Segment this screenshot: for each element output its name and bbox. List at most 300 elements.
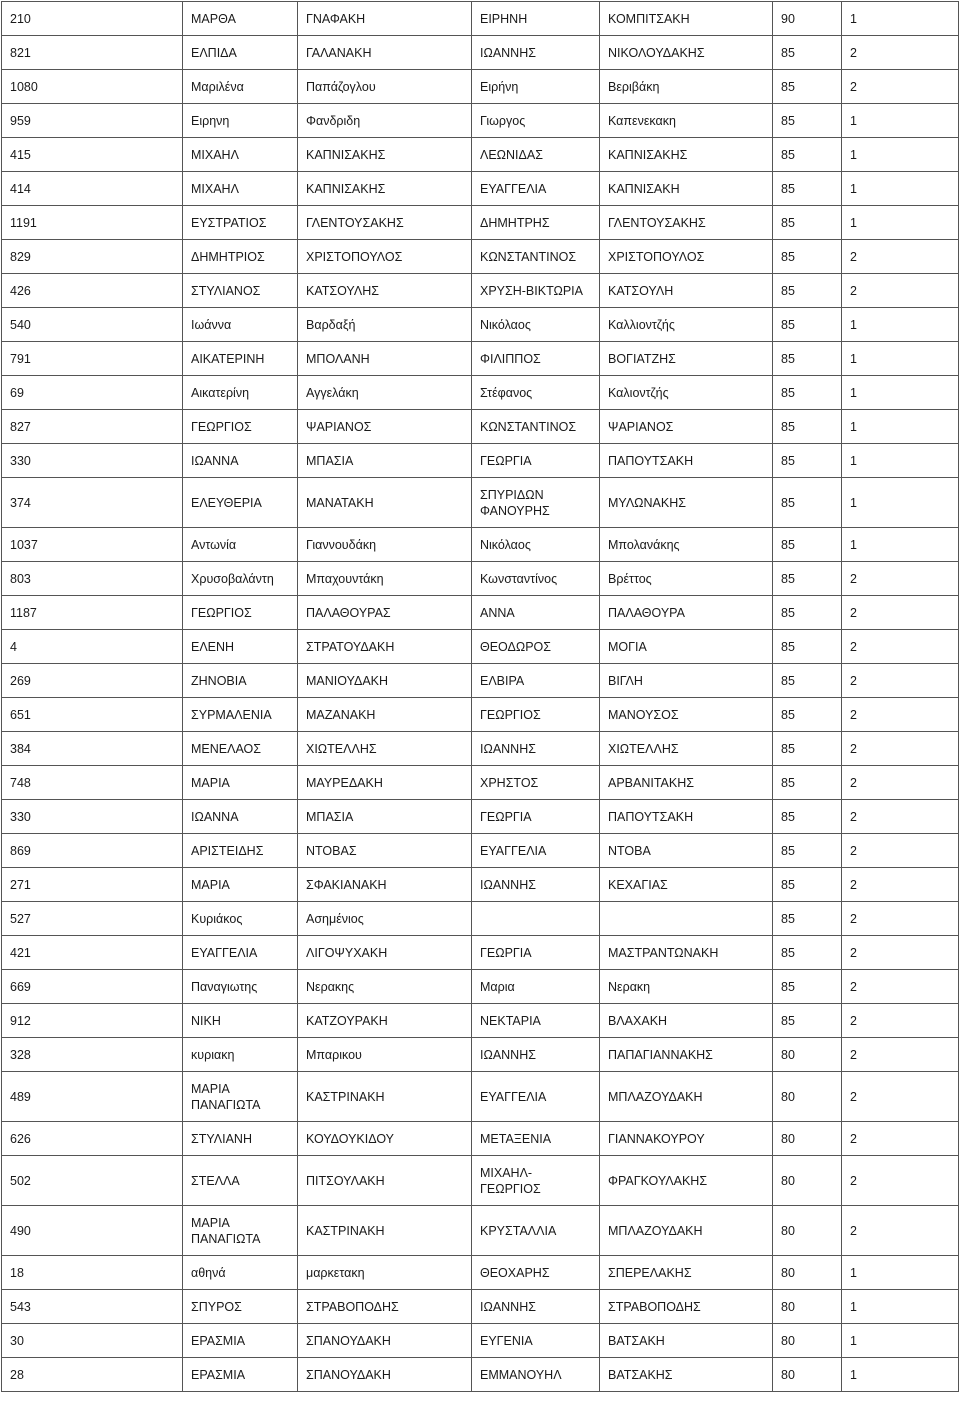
score-cell: 80 xyxy=(773,1038,842,1072)
category-cell: 2 xyxy=(842,240,959,274)
first-name-cell: Χρυσοβαλάντη xyxy=(183,562,298,596)
relative-first-name-cell: ΕΥΑΓΓΕΛΙΑ xyxy=(472,1072,600,1122)
first-name-cell: Αντωνία xyxy=(183,528,298,562)
relative-first-name-cell: ΜΙΧΑΗΛ- ΓΕΩΡΓΙΟΣ xyxy=(472,1156,600,1206)
category-cell: 1 xyxy=(842,138,959,172)
relative-first-name-cell: ΕΛΒΙΡΑ xyxy=(472,664,600,698)
table-row xyxy=(2,528,959,562)
id-cell: 502 xyxy=(2,1156,183,1206)
table-row xyxy=(2,732,959,766)
relative-first-name-cell: ΔΗΜΗΤΡΗΣ xyxy=(472,206,600,240)
category-cell: 2 xyxy=(842,834,959,868)
id-cell: 18 xyxy=(2,1256,183,1290)
relative-last-name-cell: ΦΡΑΓΚΟΥΛΑΚΗΣ xyxy=(600,1156,773,1206)
table-row xyxy=(2,1072,959,1122)
relative-last-name-cell: ΚΑΠΝΙΣΑΚΗ xyxy=(600,172,773,206)
first-name-cell: Κυριάκος xyxy=(183,902,298,936)
relative-first-name-cell: ΙΩΑΝΝΗΣ xyxy=(472,1038,600,1072)
table-row xyxy=(2,2,959,36)
table-row xyxy=(2,1004,959,1038)
category-cell: 2 xyxy=(842,868,959,902)
relative-last-name-cell: ΒΙΓΛΗ xyxy=(600,664,773,698)
score-cell: 85 xyxy=(773,308,842,342)
id-cell: 1191 xyxy=(2,206,183,240)
table-row xyxy=(2,206,959,240)
first-name-cell: Παναγιωτης xyxy=(183,970,298,1004)
score-cell: 85 xyxy=(773,36,842,70)
category-cell: 1 xyxy=(842,376,959,410)
score-cell: 85 xyxy=(773,732,842,766)
relative-last-name-cell: ΜΠΛΑΖΟΥΔΑΚΗ xyxy=(600,1072,773,1122)
first-name-cell: ΣΤΥΛΙΑΝΗ xyxy=(183,1122,298,1156)
id-cell: 959 xyxy=(2,104,183,138)
relative-first-name-cell: Στέφανος xyxy=(472,376,600,410)
score-cell: 85 xyxy=(773,902,842,936)
category-cell: 1 xyxy=(842,342,959,376)
score-cell: 85 xyxy=(773,1004,842,1038)
first-name-cell: ΣΤΕΛΛΑ xyxy=(183,1156,298,1206)
relative-last-name-cell: ΜΑΝΟΥΣΟΣ xyxy=(600,698,773,732)
score-cell: 85 xyxy=(773,596,842,630)
first-name-cell: ΑΙΚΑΤΕΡΙΝΗ xyxy=(183,342,298,376)
score-cell: 85 xyxy=(773,478,842,528)
relative-last-name-cell: ΧΙΩΤΕΛΛΗΣ xyxy=(600,732,773,766)
last-name-cell: Βαρδαξή xyxy=(298,308,472,342)
category-cell: 1 xyxy=(842,1290,959,1324)
relative-first-name-cell: Μαρια xyxy=(472,970,600,1004)
score-cell: 85 xyxy=(773,936,842,970)
score-cell: 80 xyxy=(773,1122,842,1156)
category-cell: 1 xyxy=(842,1324,959,1358)
relative-first-name-cell: ΝΕΚΤΑΡΙΑ xyxy=(472,1004,600,1038)
relative-last-name-cell: ΒΛΑΧΑΚΗ xyxy=(600,1004,773,1038)
relative-last-name-cell: ΚΕΧΑΓΙΑΣ xyxy=(600,868,773,902)
last-name-cell: ΜΠΑΣΙΑ xyxy=(298,800,472,834)
relative-last-name-cell: ΠΑΠΟΥΤΣΑΚΗ xyxy=(600,800,773,834)
id-cell: 30 xyxy=(2,1324,183,1358)
last-name-cell: ΨΑΡΙΑΝΟΣ xyxy=(298,410,472,444)
table-row xyxy=(2,410,959,444)
first-name-cell: ΜΑΡΙΑ xyxy=(183,868,298,902)
table-row xyxy=(2,664,959,698)
table-row xyxy=(2,630,959,664)
relative-first-name-cell: ΚΩΝΣΤΑΝΤΙΝΟΣ xyxy=(472,410,600,444)
id-cell: 827 xyxy=(2,410,183,444)
table-row xyxy=(2,800,959,834)
category-cell: 2 xyxy=(842,664,959,698)
first-name-cell: ΕΛΕΥΘΕΡΙΑ xyxy=(183,478,298,528)
id-cell: 527 xyxy=(2,902,183,936)
table-row xyxy=(2,834,959,868)
score-cell: 85 xyxy=(773,240,842,274)
relative-first-name-cell: ΣΠΥΡΙΔΩΝ ΦΑΝΟΥΡΗΣ xyxy=(472,478,600,528)
score-cell: 85 xyxy=(773,630,842,664)
first-name-cell: ΓΕΩΡΓΙΟΣ xyxy=(183,410,298,444)
id-cell: 869 xyxy=(2,834,183,868)
id-cell: 415 xyxy=(2,138,183,172)
relative-first-name-cell: Γιωργος xyxy=(472,104,600,138)
id-cell: 821 xyxy=(2,36,183,70)
category-cell: 2 xyxy=(842,936,959,970)
relative-first-name-cell: ΦΙΛΙΠΠΟΣ xyxy=(472,342,600,376)
relative-first-name-cell: ΑΝΝΑ xyxy=(472,596,600,630)
category-cell: 1 xyxy=(842,206,959,240)
id-cell: 384 xyxy=(2,732,183,766)
id-cell: 28 xyxy=(2,1358,183,1392)
category-cell: 2 xyxy=(842,1004,959,1038)
relative-last-name-cell: Νερακη xyxy=(600,970,773,1004)
category-cell: 2 xyxy=(842,732,959,766)
relative-first-name-cell: ΕΥΑΓΓΕΛΙΑ xyxy=(472,834,600,868)
first-name-cell: Ειρηνη xyxy=(183,104,298,138)
relative-last-name-cell: Καλλιοντζής xyxy=(600,308,773,342)
relative-first-name-cell: ΘΕΟΧΑΡΗΣ xyxy=(472,1256,600,1290)
table-row xyxy=(2,308,959,342)
category-cell: 2 xyxy=(842,1038,959,1072)
score-cell: 85 xyxy=(773,410,842,444)
category-cell: 1 xyxy=(842,104,959,138)
score-cell: 85 xyxy=(773,698,842,732)
id-cell: 330 xyxy=(2,800,183,834)
table-row xyxy=(2,70,959,104)
id-cell: 626 xyxy=(2,1122,183,1156)
relative-first-name-cell: ΧΡΥΣΗ-ΒΙΚΤΩΡΙΑ xyxy=(472,274,600,308)
relative-last-name-cell: ΓΛΕΝΤΟΥΣΑΚΗΣ xyxy=(600,206,773,240)
table-row xyxy=(2,1358,959,1392)
category-cell: 2 xyxy=(842,766,959,800)
relative-first-name-cell: Νικόλαος xyxy=(472,308,600,342)
first-name-cell: ΣΥΡΜΑΛΕΝΙΑ xyxy=(183,698,298,732)
relative-first-name-cell: ΙΩΑΝΝΗΣ xyxy=(472,1290,600,1324)
category-cell: 1 xyxy=(842,410,959,444)
id-cell: 271 xyxy=(2,868,183,902)
relative-last-name-cell: ΜΠΛΑΖΟΥΔΑΚΗ xyxy=(600,1206,773,1256)
id-cell: 414 xyxy=(2,172,183,206)
relative-first-name-cell: ΙΩΑΝΝΗΣ xyxy=(472,36,600,70)
score-cell: 85 xyxy=(773,342,842,376)
last-name-cell: μαρκετακη xyxy=(298,1256,472,1290)
relative-last-name-cell: Καπενεκακη xyxy=(600,104,773,138)
score-cell: 85 xyxy=(773,834,842,868)
first-name-cell: Μαριλένα xyxy=(183,70,298,104)
first-name-cell: ΜΑΡΙΑ ΠΑΝΑΓΙΩΤΑ xyxy=(183,1206,298,1256)
last-name-cell: ΚΑΠΝΙΣΑΚΗΣ xyxy=(298,138,472,172)
last-name-cell: ΓΑΛΑΝΑΚΗ xyxy=(298,36,472,70)
first-name-cell: ΕΛΕΝΗ xyxy=(183,630,298,664)
relative-last-name-cell: ΜΟΓΙΑ xyxy=(600,630,773,664)
first-name-cell: ΙΩΑΝΝΑ xyxy=(183,800,298,834)
score-cell: 85 xyxy=(773,274,842,308)
relative-last-name-cell: ΜΥΛΩΝΑΚΗΣ xyxy=(600,478,773,528)
relative-first-name-cell: ΙΩΑΝΝΗΣ xyxy=(472,732,600,766)
relative-last-name-cell: Καλιοντζής xyxy=(600,376,773,410)
last-name-cell: ΣΠΑΝΟΥΔΑΚΗ xyxy=(298,1358,472,1392)
id-cell: 210 xyxy=(2,2,183,36)
first-name-cell: ΕΥΣΤΡΑΤΙΟΣ xyxy=(183,206,298,240)
relative-first-name-cell: ΚΩΝΣΤΑΝΤΙΝΟΣ xyxy=(472,240,600,274)
relative-last-name-cell: ΒΑΤΣΑΚΗΣ xyxy=(600,1358,773,1392)
relative-last-name-cell: ΣΠΕΡΕΛΑΚΗΣ xyxy=(600,1256,773,1290)
last-name-cell: ΚΑΣΤΡΙΝΑΚΗ xyxy=(298,1206,472,1256)
first-name-cell: ΣΠΥΡΟΣ xyxy=(183,1290,298,1324)
relative-last-name-cell: ΣΤΡΑΒΟΠΟΔΗΣ xyxy=(600,1290,773,1324)
last-name-cell: ΚΑΣΤΡΙΝΑΚΗ xyxy=(298,1072,472,1122)
score-cell: 80 xyxy=(773,1290,842,1324)
relative-first-name-cell: Κωνσταντίνος xyxy=(472,562,600,596)
relative-last-name-cell: ΨΑΡΙΑΝΟΣ xyxy=(600,410,773,444)
category-cell: 2 xyxy=(842,630,959,664)
results-table-body xyxy=(2,2,959,1392)
relative-first-name-cell: ΓΕΩΡΓΙΟΣ xyxy=(472,698,600,732)
table-row xyxy=(2,36,959,70)
last-name-cell: ΓΝΑΦΑΚΗ xyxy=(298,2,472,36)
score-cell: 85 xyxy=(773,138,842,172)
relative-first-name-cell: ΕΥΑΓΓΕΛΙΑ xyxy=(472,172,600,206)
relative-last-name-cell: ΒΟΓΙΑΤΖΗΣ xyxy=(600,342,773,376)
first-name-cell: ΜΑΡΘΑ xyxy=(183,2,298,36)
table-row xyxy=(2,478,959,528)
relative-last-name-cell: Μπολανάκης xyxy=(600,528,773,562)
last-name-cell: ΛΙΓΟΨΥΧΑΚΗ xyxy=(298,936,472,970)
last-name-cell: Παπάζογλου xyxy=(298,70,472,104)
relative-last-name-cell: ΠΑΛΑΘΟΥΡΑ xyxy=(600,596,773,630)
id-cell: 669 xyxy=(2,970,183,1004)
last-name-cell: ΚΑΤΣΟΥΛΗΣ xyxy=(298,274,472,308)
table-row xyxy=(2,376,959,410)
category-cell: 2 xyxy=(842,70,959,104)
table-row xyxy=(2,1256,959,1290)
score-cell: 85 xyxy=(773,104,842,138)
id-cell: 328 xyxy=(2,1038,183,1072)
relative-first-name-cell: ΧΡΗΣΤΟΣ xyxy=(472,766,600,800)
score-cell: 85 xyxy=(773,70,842,104)
relative-last-name-cell: ΚΑΤΣΟΥΛΗ xyxy=(600,274,773,308)
relative-last-name-cell: ΚΑΠΝΙΣΑΚΗΣ xyxy=(600,138,773,172)
relative-last-name-cell: ΓΙΑΝΝΑΚΟΥΡΟΥ xyxy=(600,1122,773,1156)
category-cell: 2 xyxy=(842,970,959,1004)
score-cell: 85 xyxy=(773,664,842,698)
first-name-cell: ΝΙΚΗ xyxy=(183,1004,298,1038)
relative-last-name-cell: ΒΑΤΣΑΚΗ xyxy=(600,1324,773,1358)
relative-last-name-cell: ΜΑΣΤΡΑΝΤΩΝΑΚΗ xyxy=(600,936,773,970)
last-name-cell: ΣΠΑΝΟΥΔΑΚΗ xyxy=(298,1324,472,1358)
id-cell: 330 xyxy=(2,444,183,478)
last-name-cell: ΣΦΑΚΙΑΝΑΚΗ xyxy=(298,868,472,902)
last-name-cell: Νερακης xyxy=(298,970,472,1004)
last-name-cell: ΜΑΝΙΟΥΔΑΚΗ xyxy=(298,664,472,698)
id-cell: 69 xyxy=(2,376,183,410)
table-row xyxy=(2,1122,959,1156)
id-cell: 374 xyxy=(2,478,183,528)
first-name-cell: ΣΤΥΛΙΑΝΟΣ xyxy=(183,274,298,308)
relative-last-name-cell: ΑΡΒΑΝΙΤΑΚΗΣ xyxy=(600,766,773,800)
first-name-cell: ΜΑΡΙΑ xyxy=(183,766,298,800)
id-cell: 540 xyxy=(2,308,183,342)
id-cell: 912 xyxy=(2,1004,183,1038)
first-name-cell: ΙΩΑΝΝΑ xyxy=(183,444,298,478)
category-cell: 2 xyxy=(842,274,959,308)
last-name-cell: Γιαννουδάκη xyxy=(298,528,472,562)
id-cell: 1080 xyxy=(2,70,183,104)
table-row xyxy=(2,1290,959,1324)
last-name-cell: ΠΙΤΣΟΥΛΑΚΗ xyxy=(298,1156,472,1206)
last-name-cell: Φανδριδη xyxy=(298,104,472,138)
id-cell: 748 xyxy=(2,766,183,800)
last-name-cell: Μπαρικου xyxy=(298,1038,472,1072)
score-cell: 80 xyxy=(773,1256,842,1290)
table-row xyxy=(2,1324,959,1358)
score-cell: 85 xyxy=(773,970,842,1004)
last-name-cell: ΧΙΩΤΕΛΛΗΣ xyxy=(298,732,472,766)
relative-last-name-cell: ΧΡΙΣΤΟΠΟΥΛΟΣ xyxy=(600,240,773,274)
score-cell: 80 xyxy=(773,1206,842,1256)
id-cell: 803 xyxy=(2,562,183,596)
relative-first-name-cell: ΛΕΩΝΙΔΑΣ xyxy=(472,138,600,172)
relative-first-name-cell: ΓΕΩΡΓΙΑ xyxy=(472,936,600,970)
score-cell: 85 xyxy=(773,800,842,834)
relative-last-name-cell: ΝΙΚΟΛΟΥΔΑΚΗΣ xyxy=(600,36,773,70)
last-name-cell: ΜΠΑΣΙΑ xyxy=(298,444,472,478)
table-row xyxy=(2,698,959,732)
first-name-cell: ΜΙΧΑΗΛ xyxy=(183,138,298,172)
id-cell: 1037 xyxy=(2,528,183,562)
table-row xyxy=(2,766,959,800)
table-row xyxy=(2,138,959,172)
last-name-cell: ΧΡΙΣΤΟΠΟΥΛΟΣ xyxy=(298,240,472,274)
relative-first-name-cell: Νικόλαος xyxy=(472,528,600,562)
category-cell: 1 xyxy=(842,172,959,206)
last-name-cell: Αγγελάκη xyxy=(298,376,472,410)
category-cell: 2 xyxy=(842,596,959,630)
first-name-cell: ΓΕΩΡΓΙΟΣ xyxy=(183,596,298,630)
relative-last-name-cell: ΚΟΜΠΙΤΣΑΚΗ xyxy=(600,2,773,36)
table-row xyxy=(2,444,959,478)
relative-first-name-cell: ΓΕΩΡΓΙΑ xyxy=(472,800,600,834)
score-cell: 90 xyxy=(773,2,842,36)
last-name-cell: Ασημένιος xyxy=(298,902,472,936)
first-name-cell: αθηνά xyxy=(183,1256,298,1290)
table-row xyxy=(2,1206,959,1256)
category-cell: 1 xyxy=(842,1256,959,1290)
id-cell: 543 xyxy=(2,1290,183,1324)
relative-last-name-cell: ΝΤΟΒΑ xyxy=(600,834,773,868)
table-row xyxy=(2,172,959,206)
score-cell: 85 xyxy=(773,206,842,240)
table-row xyxy=(2,562,959,596)
last-name-cell: ΜΑΖΑΝΑΚΗ xyxy=(298,698,472,732)
relative-first-name-cell: ΙΩΑΝΝΗΣ xyxy=(472,868,600,902)
first-name-cell: ΕΡΑΣΜΙΑ xyxy=(183,1358,298,1392)
relative-last-name-cell: Βεριβάκη xyxy=(600,70,773,104)
relative-last-name-cell: ΠΑΠΑΓΙΑΝΝΑΚΗΣ xyxy=(600,1038,773,1072)
first-name-cell: ΕΥΑΓΓΕΛΙΑ xyxy=(183,936,298,970)
category-cell: 2 xyxy=(842,1206,959,1256)
table-row xyxy=(2,342,959,376)
category-cell: 2 xyxy=(842,1122,959,1156)
id-cell: 791 xyxy=(2,342,183,376)
category-cell: 2 xyxy=(842,1156,959,1206)
id-cell: 269 xyxy=(2,664,183,698)
category-cell: 2 xyxy=(842,800,959,834)
last-name-cell: ΜΑΥΡΕΔΑΚΗ xyxy=(298,766,472,800)
relative-first-name-cell: ΓΕΩΡΓΙΑ xyxy=(472,444,600,478)
relative-first-name-cell: Ειρήνη xyxy=(472,70,600,104)
category-cell: 2 xyxy=(842,1072,959,1122)
score-cell: 85 xyxy=(773,868,842,902)
id-cell: 489 xyxy=(2,1072,183,1122)
first-name-cell: Αικατερίνη xyxy=(183,376,298,410)
score-cell: 85 xyxy=(773,172,842,206)
relative-first-name-cell: ΕΥΓΕΝΙΑ xyxy=(472,1324,600,1358)
id-cell: 1187 xyxy=(2,596,183,630)
relative-first-name-cell: ΕΙΡΗΝΗ xyxy=(472,2,600,36)
first-name-cell: ΜΕΝΕΛΑΟΣ xyxy=(183,732,298,766)
id-cell: 4 xyxy=(2,630,183,664)
category-cell: 2 xyxy=(842,36,959,70)
score-cell: 85 xyxy=(773,528,842,562)
category-cell: 1 xyxy=(842,478,959,528)
last-name-cell: ΣΤΡΑΒΟΠΟΔΗΣ xyxy=(298,1290,472,1324)
table-row xyxy=(2,1156,959,1206)
last-name-cell: ΜΑΝΑΤΑΚΗ xyxy=(298,478,472,528)
category-cell: 1 xyxy=(842,444,959,478)
relative-first-name-cell: ΚΡΥΣΤΑΛΛΙΑ xyxy=(472,1206,600,1256)
table-row xyxy=(2,596,959,630)
last-name-cell: ΝΤΟΒΑΣ xyxy=(298,834,472,868)
results-table xyxy=(1,1,959,1392)
table-row xyxy=(2,868,959,902)
category-cell: 1 xyxy=(842,528,959,562)
table-row xyxy=(2,970,959,1004)
id-cell: 426 xyxy=(2,274,183,308)
last-name-cell: ΜΠΟΛΑΝΗ xyxy=(298,342,472,376)
table-row xyxy=(2,936,959,970)
score-cell: 85 xyxy=(773,766,842,800)
relative-first-name-cell: ΕΜΜΑΝΟΥΗΛ xyxy=(472,1358,600,1392)
first-name-cell: ΜΙΧΑΗΛ xyxy=(183,172,298,206)
score-cell: 80 xyxy=(773,1072,842,1122)
last-name-cell: ΓΛΕΝΤΟΥΣΑΚΗΣ xyxy=(298,206,472,240)
score-cell: 85 xyxy=(773,562,842,596)
id-cell: 651 xyxy=(2,698,183,732)
last-name-cell: ΚΟΥΔΟΥΚΙΔΟΥ xyxy=(298,1122,472,1156)
last-name-cell: ΚΑΠΝΙΣΑΚΗΣ xyxy=(298,172,472,206)
last-name-cell: Μπαχουντάκη xyxy=(298,562,472,596)
category-cell: 1 xyxy=(842,308,959,342)
category-cell: 2 xyxy=(842,902,959,936)
category-cell: 2 xyxy=(842,562,959,596)
id-cell: 421 xyxy=(2,936,183,970)
score-cell: 85 xyxy=(773,376,842,410)
relative-first-name-cell: ΘΕΟΔΩΡΟΣ xyxy=(472,630,600,664)
relative-last-name-cell: Βρέττος xyxy=(600,562,773,596)
score-cell: 80 xyxy=(773,1156,842,1206)
last-name-cell: ΣΤΡΑΤΟΥΔΑΚΗ xyxy=(298,630,472,664)
first-name-cell: κυριακη xyxy=(183,1038,298,1072)
id-cell: 829 xyxy=(2,240,183,274)
first-name-cell: ΑΡΙΣΤΕΙΔΗΣ xyxy=(183,834,298,868)
table-row xyxy=(2,1038,959,1072)
score-cell: 80 xyxy=(773,1324,842,1358)
id-cell: 490 xyxy=(2,1206,183,1256)
category-cell: 2 xyxy=(842,698,959,732)
category-cell: 1 xyxy=(842,1358,959,1392)
first-name-cell: Ιωάννα xyxy=(183,308,298,342)
table-row xyxy=(2,274,959,308)
score-cell: 80 xyxy=(773,1358,842,1392)
last-name-cell: ΚΑΤΖΟΥΡΑΚΗ xyxy=(298,1004,472,1038)
relative-last-name-cell xyxy=(600,902,773,936)
